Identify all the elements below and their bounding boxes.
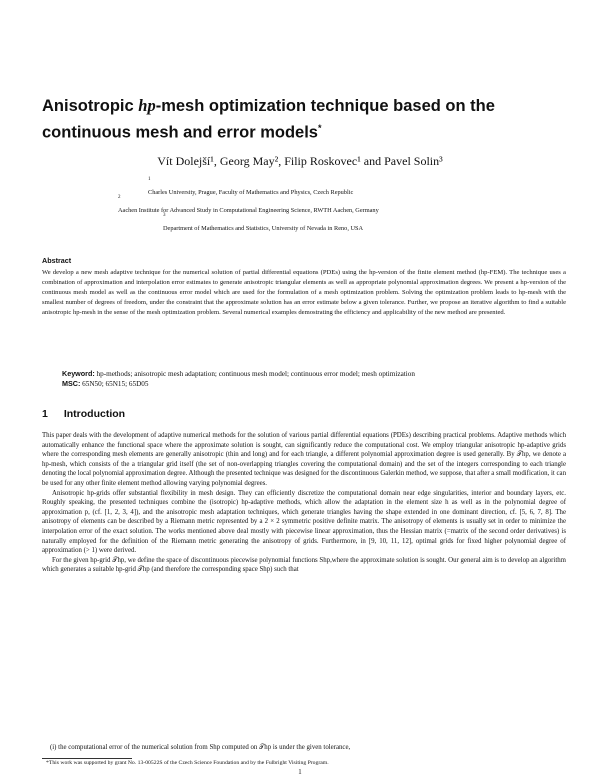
section-heading xyxy=(42,408,141,420)
affiliation-1: $^1$ Charles University, Prague, Faculty of Mathematics and Physics, Czech Republic xyxy=(148,177,354,197)
title-prefix: Anisotropic xyxy=(42,97,134,115)
author-list: Vít Dolejší¹, Georg May², Filip Roskovec¹ and Pavel Solin³ xyxy=(157,154,443,168)
title-math: hp xyxy=(138,96,156,115)
paper-title xyxy=(42,95,562,144)
msc-label: MSC: xyxy=(62,379,81,388)
paragraph-1: This paper deals with the development of adaptive numerical methods for the solution of various partial differential equations (PDEs) describing practical problems. Adaptive methods which automatically enhance the functional space where the approximate solution is sought, can significantly reduce the computational cost. We employ triangular anisotropic hp-adaptive grids where the corresponding mesh elements are generally anisotropic (thin and long) and for each triangle, a different polynomial approximation degree is used generally. By 𝒯hp, we denote a hp-mesh, which consists of the a triangular grid itself (the set of non-overlapping triangles covering the computational domain) and the set of the integers corresponding to each triangle denoting the local polynomial approximation degree. Although the presented technique was designed for the discontinuous Galerkin method, we suppose, that after a small modification, it can be used for any other finite element method allowing varying polynomial degrees. xyxy=(42,432,566,487)
section-title: Introduction xyxy=(63,408,126,420)
abstract-text: We develop a new mesh adaptive technique for the numerical solution of partial differential equations (PDEs) using the hp-version of the finite element method (hp-FEM). The technique uses a combination of approximation and interpolation error estimates to generate anisotropic triangular elements as well as appropriate polynomial approximation degrees. We present a hp-version of the continuous mesh model as well as the continuous error model which are used for the formulation of a mesh optimization problem. Solving the optimization problem leads to hp-mesh with the smallest number of degrees of freedom, under the constraint that the approximate solution has an error estimate below a given tolerance. Further, we propose an iterative algorithm to find a suitable anisotropic hp-mesh in the sense of the mesh optimization problem. Several numerical examples demostrating the efficiency and applicability of the new method are presented. xyxy=(42,269,566,316)
footnote: *This work was supported by grant No. 13-00522S of the Czech Science Foundation and by the Fulbright Visiting Program. xyxy=(46,760,329,766)
keywords-label: Keyword: xyxy=(62,369,95,378)
paragraph-3: For the given hp-grid 𝒯hp, we define the space of discontinuous piecewise polynomial functions Shp,where the approximate solution is sought. Our general aim is to develop an algorithm which generates a suitable hp-grid 𝒯hp (and therefore the corresponding space Shp) such that xyxy=(42,556,566,574)
affiliation-2: $^2$ Aachen Institute for Advanced Study in Computational Engineering Science, RWTH Aachen, Germany xyxy=(118,195,379,215)
msc-line xyxy=(62,379,572,390)
affiliation-3: $^3$ Department of Mathematics and Statistics, University of Nevada in Reno, USA xyxy=(163,213,364,233)
title-line1-rest: -mesh optimization technique based on the xyxy=(155,97,495,115)
list-item: (i) the computational error of the numerical solution from Shp computed on 𝒯hp is under the given tolerance, xyxy=(50,744,351,751)
section-number: 1 xyxy=(42,408,48,420)
abstract-heading: Abstract xyxy=(42,256,72,265)
keywords-text: hp-methods; anisotropic mesh adaptation; continuous mesh model; continuous error model; mesh optimization xyxy=(96,370,415,378)
title-line2: continuous mesh and error models xyxy=(42,123,318,142)
page-number: 1 xyxy=(298,769,302,776)
intro-body xyxy=(42,431,566,575)
paragraph-2: Anisotropic hp-grids offer substantial flexibility in mesh design. They can efficiently discretize the computational domain near edge singularities, interior and boundary layers, etc. Roughly speaking, the presented techniques combine the (isotropic) hp-adaptive methods, which allow the adaptation in the element size h as well as in the polynomial degree of approximation p, (cf. [1, 2, 3, 4]), and the anisotropic mesh adaptation techniques, which generate triangles having the shape extended in one dominant direction, cf. [5, 6, 7, 8]. The anisotropy of elements can be described by a Riemann metric represented by a 2 × 2 symmetric positive definite matrix. The anisotropy of elements is usually set in order to minimize the interpolation error of the exact solution. The works mentioned above deal mostly with piecewise linear approximation, thus the Hessian matrix (=matrix of the second order derivatives) is naturally employed for the definition of the Riemann metric generating the anisotropy of grids. Furthermore, in [9, 10, 11, 12], optimal grids for fixed higher polynomial degree of approximation (> 1) were derived. xyxy=(42,489,566,555)
title-footnote-mark: * xyxy=(317,123,322,133)
footnote-rule xyxy=(42,758,132,759)
keywords-line xyxy=(62,369,572,380)
msc-text: 65N50; 65N15; 65D05 xyxy=(82,380,149,388)
